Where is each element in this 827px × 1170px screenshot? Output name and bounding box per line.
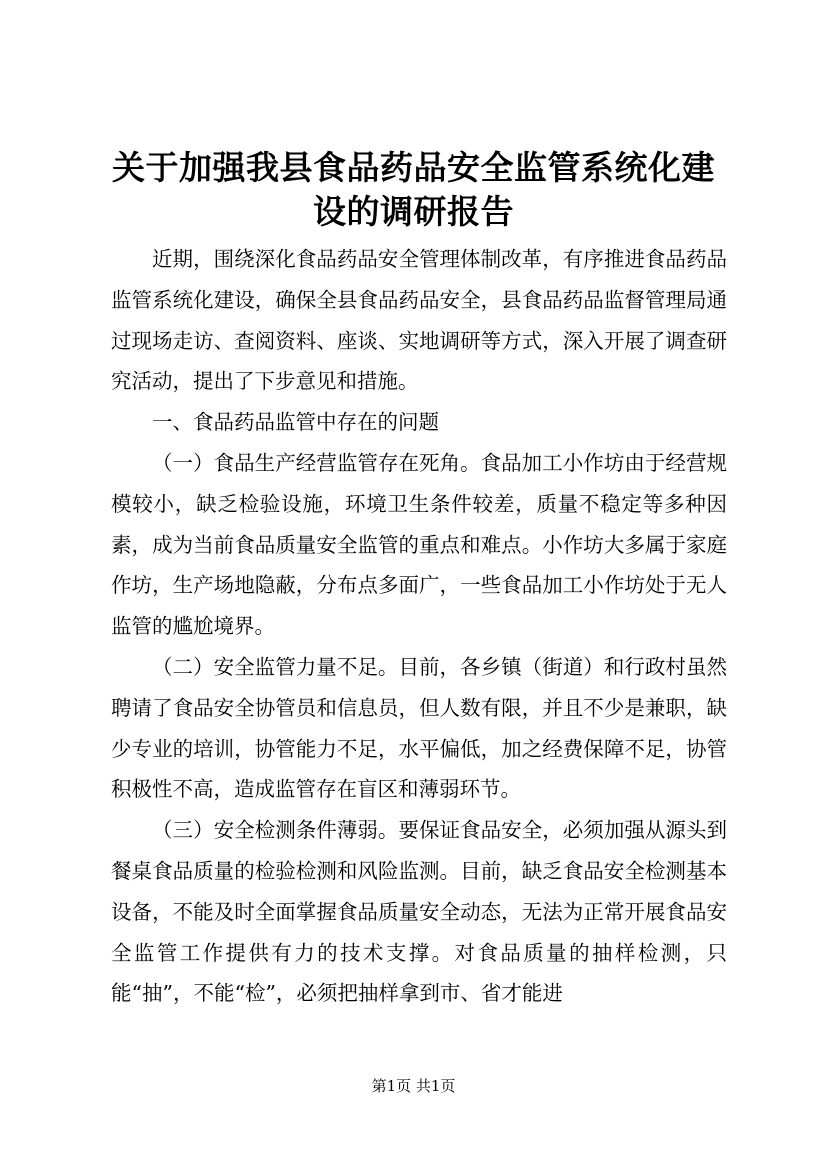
section-heading: 一、食品药品监管中存在的问题 bbox=[152, 410, 439, 435]
paragraph-intro: 近期，围绕深化食品药品安全管理体制改革，有序推进食品药品监管系统化建设，确保全县食品药品安全，县食品药品监督管理局通过现场走访、查阅资料、座谈、实地调研等方式，深入开展了调查研究活动，提出了下步意见和措施。 bbox=[111, 247, 727, 394]
paragraph-item-1: （一）食品生产经营监管存在死角。食品加工小作坊由于经营规模较小，缺乏检验设施，环境卫生条件较差，质量不稳定等多种因素，成为当前食品质量安全监管的重点和难点。小作坊大多属于家庭作坊，生产场地隐蔽，分布点多面广，一些食品加工小作坊处于无人监管的尴尬境界。 bbox=[111, 450, 727, 639]
document-title: 关于加强我县食品药品安全监管系统化建设的调研报告 bbox=[112, 148, 715, 231]
page-number-footer: 第1页 共1页 bbox=[371, 1077, 456, 1095]
paragraph-item-3: （三）安全检测条件薄弱。要保证食品安全，必须加强从源头到餐桌食品质量的检验检测和风险监测。目前，缺乏食品安全检测基本设备，不能及时全面掌握食品质量安全动态，无法为正常开展食品安全监管工作提供有力的技术支撑。对食品质量的抽样检测，只能“抽”，不能“检”，必须把抽样拿到市、省才能进 bbox=[111, 818, 727, 1006]
document-body bbox=[111, 239, 727, 1014]
paragraph-item-2: （二）安全监管力量不足。目前，各乡镇（街道）和行政村虽然聘请了食品安全协管员和信息员，但人数有限，并且不少是兼职，缺少专业的培训，协管能力不足，水平偏低，加之经费保障不足，协管积极性不高，造成监管存在盲区和薄弱环节。 bbox=[111, 654, 727, 802]
